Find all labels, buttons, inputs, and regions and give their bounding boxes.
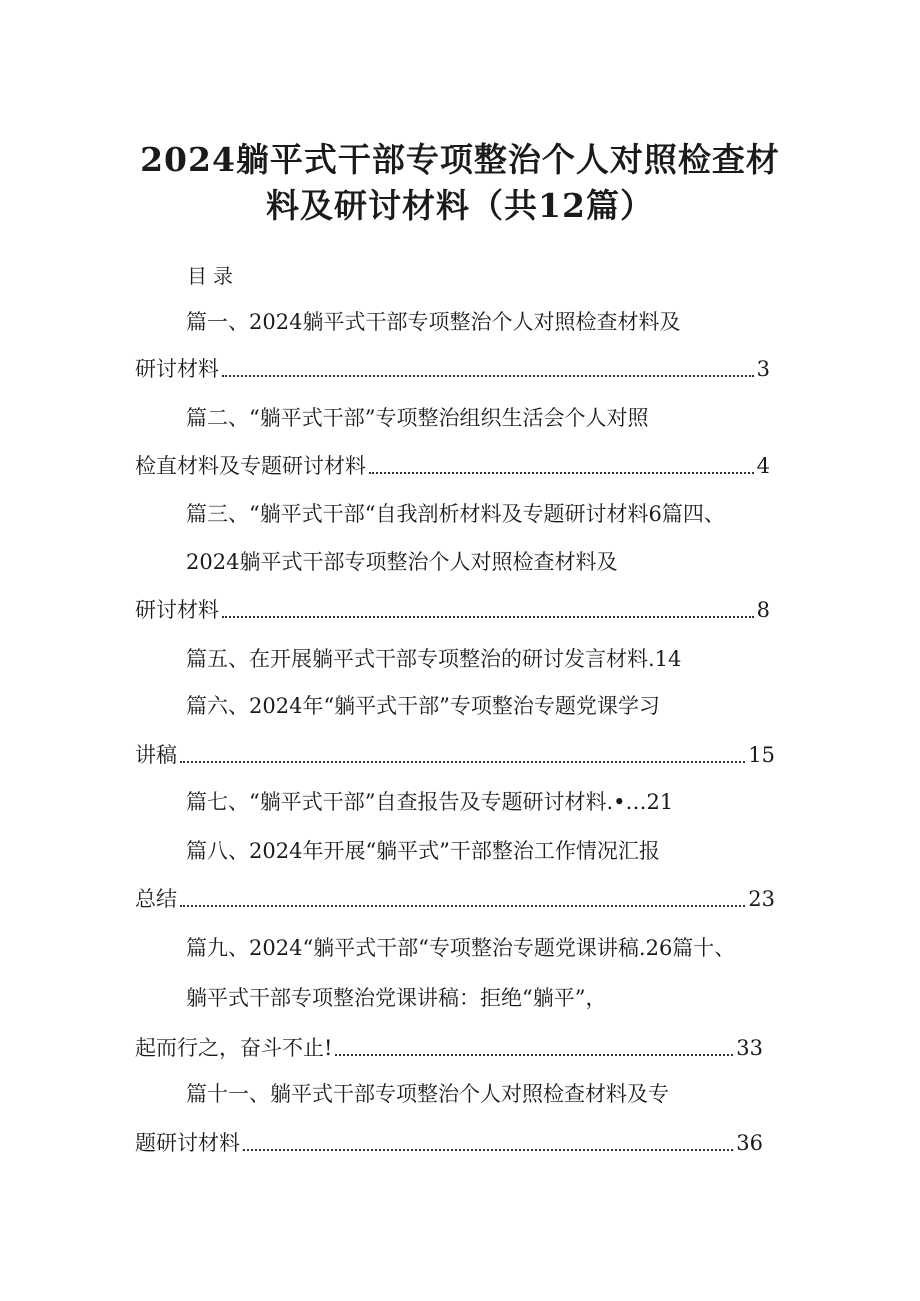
dot-leader: [222, 616, 754, 618]
toc-entry-5: 篇五、在开展躺平式干部专项整治的研讨发言材料.14: [186, 647, 682, 671]
toc-entry-7: 篇七、“躺平式干部”自查报告及专题研讨材料.•…21: [186, 790, 674, 814]
toc-entry-10-dotrow: [135, 1034, 763, 1062]
dot-leader: [335, 1054, 733, 1056]
toc-entry-11-dotrow: [135, 1129, 763, 1157]
toc-entry-4-dotrow: [135, 596, 770, 624]
toc-entry-9-line-1: 篇九、2024“躺平式干部“专项整治专题党课讲稿.26篇十、: [186, 936, 736, 960]
toc-entry-2-line-1: 篇二、“躺平式干部”专项整治组织生活会个人对照: [186, 406, 649, 430]
dot-leader: [369, 472, 754, 474]
dot-leader: [180, 905, 745, 907]
dot-leader: [243, 1149, 733, 1151]
toc-entry-1-line-2: 研讨材料: [135, 357, 219, 381]
toc-entry-10-line-1: 躺平式干部专项整治党课讲稿：拒绝“躺平”，: [186, 986, 607, 1010]
toc-entry-6-dotrow: [135, 741, 775, 769]
toc-entry-11-page: 36: [736, 1131, 763, 1155]
toc-entry-3-line-1: 篇三、“躺平式干部“自我剖析材料及专题研讨材料6篇四、: [186, 502, 725, 526]
toc-entry-2-page: 4: [756, 454, 770, 478]
toc-entry-6-line-1: 篇六、2024年“躺平式干部”专项整治专题党课学习: [186, 694, 660, 718]
toc-entry-8-dotrow: [135, 885, 775, 913]
dot-leader: [180, 761, 745, 763]
toc-entry-4-line-2: 研讨材料: [135, 598, 219, 622]
toc-entry-6-line-2: 讲稿: [135, 743, 177, 767]
toc-entry-4-page: 8: [756, 598, 770, 622]
document-title-line-1: 2024躺平式干部专项整治个人对照检查材: [140, 140, 780, 179]
dot-leader: [222, 375, 754, 377]
document-title-line-2: 料及研讨材料（共12篇）: [266, 186, 654, 225]
toc-entry-1-page: 3: [756, 357, 770, 381]
toc-entry-2-line-2: 检直材料及专题研讨材料: [135, 454, 366, 478]
toc-entry-8-page: 23: [748, 887, 775, 911]
toc-entry-2-dotrow: [135, 452, 770, 480]
toc-entry-4-line-1: 2024躺平式干部专项整治个人对照检查材料及: [186, 550, 618, 574]
toc-entry-10-line-2: 起而行之，奋斗不止!: [135, 1036, 333, 1060]
toc-entry-11-line-2: 题研讨材料: [135, 1131, 240, 1155]
toc-entry-1-line-1: 篇一、2024躺平式干部专项整治个人对照检查材料及: [186, 310, 681, 334]
toc-entry-10-page: 33: [736, 1036, 763, 1060]
toc-entry-11-line-1: 篇十一、躺平式干部专项整治个人对照检查材料及专: [186, 1082, 669, 1106]
toc-entry-8-line-2: 总结: [135, 887, 177, 911]
toc-entry-8-line-1: 篇八、2024年开展“躺平式”干部整治工作情况汇报: [186, 839, 660, 863]
toc-heading: 目录: [187, 264, 239, 288]
toc-entry-6-page: 15: [748, 743, 775, 767]
toc-entry-1-dotrow: [135, 355, 770, 383]
